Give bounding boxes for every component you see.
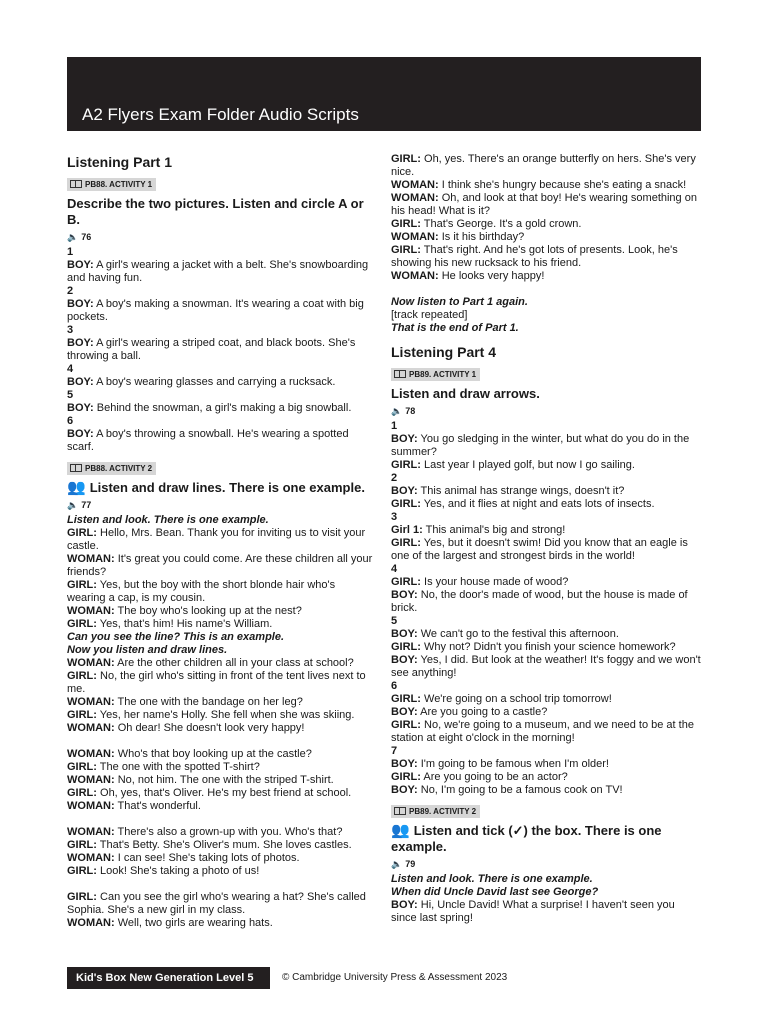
activity-instruction: Describe the two pictures. Listen and circle A or B.	[67, 196, 364, 227]
dialogue-line: WOMAN: That's wonderful.	[67, 800, 201, 812]
part1-heading: Listening Part 1	[67, 154, 173, 170]
script-end: That is the end of Part 1.	[391, 322, 519, 334]
script-instruction: Now listen to Part 1 again.	[391, 296, 528, 308]
dialogue-line: BOY: You go sledging in the winter, but what do you do in the summer?	[391, 433, 690, 458]
dialogue-line: BOY: We can't go to the festival this afternoon.	[391, 628, 619, 640]
dialogue-block	[67, 826, 375, 878]
dialogue-line: WOMAN: It's great you could come. Are these children all your friends?	[67, 553, 373, 578]
item-number: 6	[391, 680, 398, 692]
activity1-script	[67, 246, 375, 454]
dialogue-line: Girl 1: This animal's big and strong!	[391, 524, 566, 536]
dialogue-line: BOY: No, the door's made of wood, but the house is made of brick.	[391, 589, 688, 614]
activity-instruction: 👥 Listen and tick (✓) the box. There is one example.	[391, 822, 662, 854]
book-icon	[70, 180, 82, 188]
dialogue-line: GIRL: That's Betty. She's Oliver's mum. She loves castles.	[67, 839, 352, 851]
item-number: 3	[391, 511, 398, 523]
dialogue-line: GIRL: Look! She's taking a photo of us!	[67, 865, 260, 877]
dialogue-line: WOMAN: The one with the bandage on her leg?	[67, 696, 303, 708]
dialogue-line: WOMAN: I think she's hungry because she's eating a snack!	[391, 179, 687, 191]
dialogue-line: WOMAN: Is it his birthday?	[391, 231, 525, 243]
dialogue-line: WOMAN: Are the other children all in your class at school?	[67, 657, 354, 669]
dialogue-line: BOY: Behind the snowman, a girl's making a big snowball.	[67, 402, 352, 414]
speaker-icon: 🔈	[67, 500, 79, 510]
dialogue-line: WOMAN: Oh, and look at that boy! He's wearing something on his head! What is it?	[391, 192, 697, 217]
dialogue-line: BOY: A girl's wearing a striped coat, and black boots. She's throwing a ball.	[67, 337, 356, 362]
dialogue-line: GIRL: Oh, yes, that's Oliver. He's my best friend at school.	[67, 787, 352, 799]
audio-track: 🔈 78	[391, 406, 416, 416]
speaker-icon: 🔈	[391, 406, 403, 416]
script-question: Can you see the line? This is an example.	[67, 631, 285, 643]
footer-copyright: © Cambridge University Press & Assessment 2023	[282, 972, 508, 983]
audio-track: 🔈 79	[391, 859, 416, 869]
dialogue-line: GIRL: We're going on a school trip tomorrow!	[391, 693, 612, 705]
dialogue-line: WOMAN: He looks very happy!	[391, 270, 545, 282]
dialogue-line: WOMAN: The boy who's looking up at the nest?	[67, 605, 302, 617]
right-column	[391, 153, 701, 925]
dialogue-block	[67, 891, 375, 930]
script-instruction: Now you listen and draw lines.	[67, 644, 228, 656]
item-number: 2	[67, 285, 74, 297]
dialogue-line: BOY: Are you going to a castle?	[391, 706, 548, 718]
item-number: 1	[67, 246, 74, 258]
script-intro: Listen and look. There is one example.	[391, 873, 593, 885]
pair-work-icon: 👥	[391, 822, 410, 839]
dialogue-line: BOY: Hi, Uncle David! What a surprise! I haven't seen you since last spring!	[391, 899, 675, 924]
book-icon	[394, 370, 406, 378]
activity-ref-badge: PB88. ACTIVITY 1	[67, 178, 156, 191]
audio-track: 🔈 76	[67, 232, 92, 242]
dialogue-line: GIRL: The one with the spotted T-shirt?	[67, 761, 260, 773]
dialogue-block	[67, 657, 375, 735]
dialogue-line: GIRL: Can you see the girl who's wearing a hat? She's called Sophia. She's a new girl in my class.	[67, 891, 366, 916]
activity-ref-badge: PB89. ACTIVITY 1	[391, 368, 480, 381]
dialogue-line: BOY: A boy's wearing glasses and carrying a rucksack.	[67, 376, 336, 388]
left-column	[67, 153, 375, 930]
dialogue-line: BOY: A boy's throwing a snowball. He's wearing a spotted scarf.	[67, 428, 349, 453]
activity-script	[391, 420, 701, 797]
dialogue-line: BOY: A girl's wearing a jacket with a belt. She's snowboarding and having fun.	[67, 259, 369, 284]
dialogue-line: GIRL: Yes, and it flies at night and eats lots of insects.	[391, 498, 655, 510]
dialogue-block	[67, 748, 375, 813]
dialogue-line: GIRL: Oh, yes. There's an orange butterfly on hers. She's very nice.	[391, 153, 696, 178]
activity-instruction: 👥 Listen and draw lines. There is one example.	[67, 479, 365, 496]
dialogue-line: WOMAN: I can see! She's taking lots of photos.	[67, 852, 300, 864]
dialogue-line: BOY: This animal has strange wings, doesn't it?	[391, 485, 625, 497]
dialogue-line: BOY: No, I'm going to be a famous cook on TV!	[391, 784, 623, 796]
dialogue-line: GIRL: No, the girl who's sitting in front of the tent lives next to me.	[67, 670, 366, 695]
dialogue-line: GIRL: Yes, that's him! His name's William.	[67, 618, 273, 630]
dialogue-line: BOY: Yes, I did. But look at the weather! It's foggy and we won't see anything!	[391, 654, 701, 679]
book-icon	[70, 464, 82, 472]
dialogue-line: WOMAN: No, not him. The one with the striped T-shirt.	[67, 774, 334, 786]
item-number: 5	[67, 389, 74, 401]
dialogue-line: BOY: A boy's making a snowman. It's wearing a coat with big pockets.	[67, 298, 364, 323]
page-title: A2 Flyers Exam Folder Audio Scripts	[82, 105, 359, 124]
dialogue-line: GIRL: That's George. It's a gold crown.	[391, 218, 582, 230]
item-number: 1	[391, 420, 398, 432]
item-number: 6	[67, 415, 74, 427]
dialogue-line: WOMAN: Oh dear! She doesn't look very happy!	[67, 722, 305, 734]
activity-ref-badge: PB88. ACTIVITY 2	[67, 462, 156, 475]
dialogue-line: GIRL: Last year I played golf, but now I go sailing.	[391, 459, 635, 471]
script-question: When did Uncle David last see George?	[391, 886, 599, 898]
audio-track: 🔈 77	[67, 500, 92, 510]
dialogue-line: GIRL: Is your house made of wood?	[391, 576, 569, 588]
dialogue-block	[391, 153, 701, 283]
dialogue-line: BOY: I'm going to be famous when I'm older!	[391, 758, 609, 770]
pair-work-icon: 👥	[67, 479, 86, 496]
dialogue-block	[67, 527, 375, 631]
dialogue-line: WOMAN: Well, two girls are wearing hats.	[67, 917, 273, 929]
part4-heading: Listening Part 4	[391, 344, 497, 360]
script-intro: Listen and look. There is one example.	[67, 514, 269, 526]
dialogue-line: GIRL: That's right. And he's got lots of presents. Look, he's showing his new rucksack to his friend.	[391, 244, 678, 269]
dialogue-line: GIRL: Yes, but it doesn't swim! Did you know that an eagle is one of the largest and strongest birds in the world!	[391, 537, 688, 562]
item-number: 4	[391, 563, 398, 575]
script-note: [track repeated]	[391, 309, 468, 321]
footer-brand: Kid's Box New Generation Level 5	[67, 967, 270, 989]
book-icon	[394, 807, 406, 815]
dialogue-line: WOMAN: There's also a grown-up with you. Who's that?	[67, 826, 343, 838]
dialogue-line: GIRL: Yes, but the boy with the short blonde hair who's wearing a cap, is my cousin.	[67, 579, 336, 604]
dialogue-line: GIRL: Are you going to be an actor?	[391, 771, 568, 783]
item-number: 7	[391, 745, 398, 757]
dialogue-line: GIRL: Why not? Didn't you finish your science homework?	[391, 641, 676, 653]
dialogue-line: WOMAN: Who's that boy looking up at the castle?	[67, 748, 312, 760]
dialogue-line: GIRL: Hello, Mrs. Bean. Thank you for inviting us to visit your castle.	[67, 527, 366, 552]
dialogue-line: GIRL: Yes, her name's Holly. She fell when she was skiing.	[67, 709, 355, 721]
activity-ref-badge: PB89. ACTIVITY 2	[391, 805, 480, 818]
header-banner	[67, 57, 701, 131]
speaker-icon: 🔈	[391, 859, 403, 869]
item-number: 2	[391, 472, 398, 484]
dialogue-line: GIRL: No, we're going to a museum, and we need to be at the station at eight o'clock in the morning!	[391, 719, 694, 744]
item-number: 3	[67, 324, 74, 336]
speaker-icon: 🔈	[67, 232, 79, 242]
item-number: 5	[391, 615, 398, 627]
item-number: 4	[67, 363, 74, 375]
activity-instruction: Listen and draw arrows.	[391, 386, 540, 401]
